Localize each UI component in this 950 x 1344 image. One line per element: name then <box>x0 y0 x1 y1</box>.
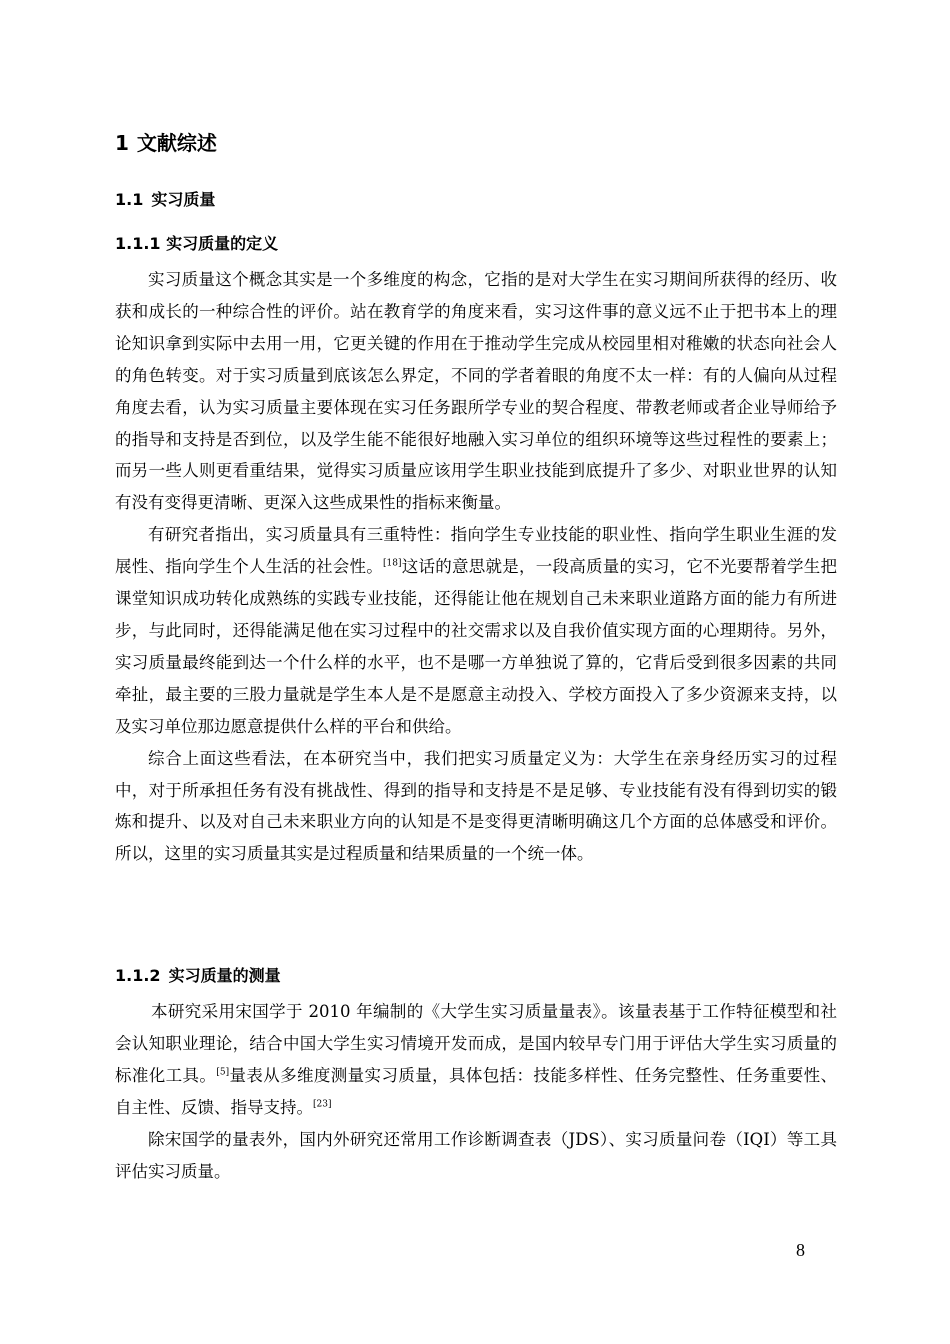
subsection-heading <box>115 187 215 213</box>
subsection-number: 1.1 <box>115 190 144 209</box>
section-title: 文献综述 <box>136 131 217 155</box>
citation: [5] <box>216 1067 230 1078</box>
subsubsection-number: 1.1.2 <box>115 966 161 985</box>
paragraph: 综合上面这些看法，在本研究当中，我们把实习质量定义为：大学生在亲身经历实习的过程中，对于所承担任务有没有挑战性、得到的指导和支持是不是足够、专业技能有没有得到切实的锻炼和提升、以及对自己未来职业方向的认知是不是变得更清晰明确这几个方面的总体感受和评价。所以，这里的实习质量其实是过程质量和结果质量的一个统一体。 <box>115 748 837 864</box>
paragraph: 有研究者指出，实习质量具有三重特性：指向学生专业技能的职业性、指向学生职业生涯的发展性、指向学生个人生活的社会性。[18]这话的意思就是，一段高质量的实习，它不光要帮着学生把课堂知识成功转化成熟练的实践专业技能，还得能让他在规划自己未来职业道路方面的能力有所进步，与此同时，还得能满足他在实习过程中的社交需求以及自我价值实现方面的心理期待。另外，实习质量最终能到达一个什么样的水平，也不是哪一方单独说了算的，它背后受到很多因素的共同牵扯，最主要的三股力量就是学生本人是不是愿意主动投入、学校方面投入了多少资源来支持，以及实习单位那边愿意提供什么样的平台和供给。 <box>115 525 838 736</box>
measurement-section-body <box>115 996 837 1187</box>
section-heading <box>115 128 217 158</box>
definition-section-body <box>115 264 837 870</box>
paragraph: 实习质量这个概念其实是一个多维度的构念，它指的是对大学生在实习期间所获得的经历、收获和成长的一种综合性的评价。站在教育学的角度来看，实习这件事的意义远不止于把书本上的理论知识拿到实际中去用一用，它更关键的作用在于推动学生完成从校园里相对稚嫩的状态向社会人的角色转变。对于实习质量到底该怎么界定，不同的学者着眼的角度不太一样：有的人偏向从过程角度去看，认为实习质量主要体现在实习任务跟所学专业的契合程度、带教老师或者企业导师给予的指导和支持是否到位，以及学生能不能很好地融入实习单位的组织环境等这些过程性的要素上；而另一些人则更看重结果，觉得实习质量应该用学生职业技能到底提升了多少、对职业世界的认知有没有变得更清晰、更深入这些成果性的指标来衡量。 <box>115 270 837 513</box>
subsubsection-title: 实习质量的测量 <box>168 966 281 985</box>
page-number: 8 <box>796 1240 805 1260</box>
paragraph: 除宋国学的量表外，国内外研究还常用工作诊断调查表（JDS）、实习质量问卷（IQI）等工具评估实习质量。 <box>115 1129 837 1181</box>
subsection-title: 实习质量 <box>151 190 216 209</box>
subsubsection-heading-measurement <box>115 963 281 989</box>
citation: [18] <box>383 558 402 569</box>
paragraph: 本研究采用宋国学于 2010 年编制的《大学生实习质量量表》。该量表基于工作特征模型和社会认知职业理论，结合中国大学生实习情境开发而成，是国内较早专门用于评估大学生实习质量的标准化工具。[5]量表从多维度测量实习质量，具体包括：技能多样性、任务完整性、任务重要性、自主性、反馈、指导支持。[23] <box>115 1002 838 1117</box>
citation: [23] <box>313 1099 332 1110</box>
subsubsection-heading-definition: 1.1.1 实习质量的定义 <box>115 234 279 253</box>
section-number: 1 <box>115 131 129 155</box>
